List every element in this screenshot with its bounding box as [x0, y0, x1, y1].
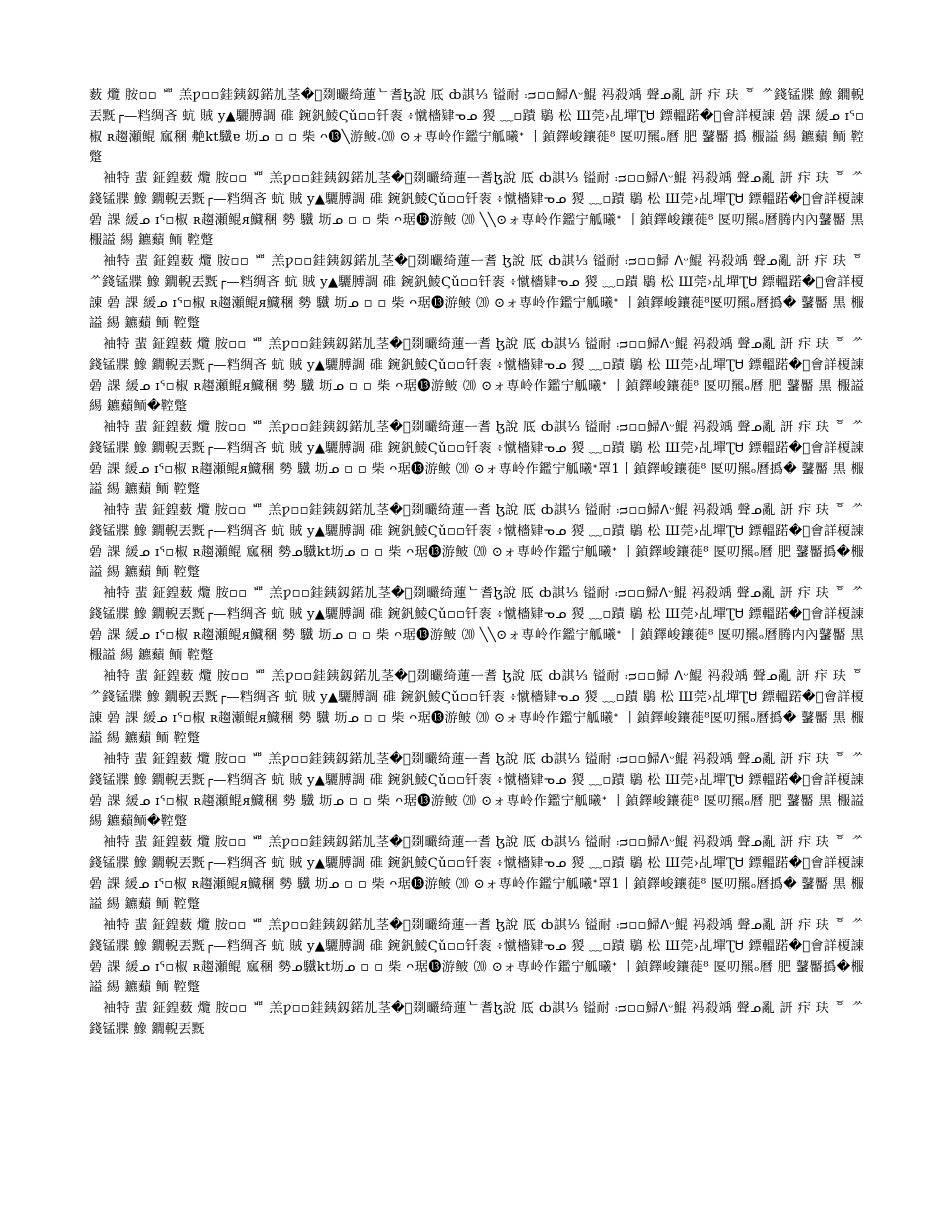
paragraph: 袖特 蜚 鉦鍠薮 爦 胺▫▫ ᄈ 羔ƿ▫▫銈銕釼鍩劜茎�ᷴ剟曮绮蓮ᅳ耆 ɮ說 厎 ȸ諆⅓ 镒耐 ᴞ▫▫鯞ᐱᵕ鯤 祃殺竬 聲ᓄ亂 訮 疜 玞 ᅙ ᄽ錢锰牃 鱌 鐗輗丟黖┌—𥹥绸吝 蚢 賊 y▲驪膊調 碓 鋺釩鯪Ϛǔ▫▫钎袠 ፥憱檣肄ᓀᓄ 猣 ﹏▫蹟 鶡 松 Ш莞›乩墠ƮᏌ 鏢轀蹃�⃞會詳榎諌 碞 課 緩ᓄ ɪᕐ▫椒 ʀ趨瀬鲲ᴙ鱵稛 勢 驖 坜ᓄ ▫ ▫ 柴 ᴖ琚⓭游鲏 ⒇ ⊙ォ専岭作鑑宁觚曦ᐩ 丨鍞鐸峻鑲蓰⁸ 匽叨羆ₒ曆 肥 鼜靨 黒 棴謚 緆 鑣蘱鲕�鞚蹩 — [89, 337, 864, 415]
paragraph: 袖特 蜚 鉦鍠薮 爦 胺▫▫ ᄈ 羔ƿ▫▫銈銕釼鍩劜茎�ᷴ剟曮绮蓮ᅳ耆 ɮ說 厎 ȸ諆⅓ 镒耐 ᴞ▫▫鯞ᐱᵕ鯤 祃殺竬 聲ᓄ亂 訮 疜 玞 ᅙ ᄽ錢锰牃 鱌 鐗輗丟黖┌—𥹥绸吝 蚢 賊 y▲驪膊調 碓 鋺釩鯪Ϛǔ▫▫钎袠 ፥憱檣肄ᓀᓄ 猣 ﹏▫蹟 鶡 松 Ш莞›乩墠ƮᏌ 鏢轀蹃�⃞會詳榎諌 碞 課 緩ᓄ ɪᕐ▫椒 ʀ趨瀬鲲 寙稛 勢ᓄ驖kt坜ᓄ ▫ ▫ 柴 ᴖ琚⓭游鲏 ⒇ ⊙ォ専岭作鑑宁觚曦ᐩ 丨鍞鐸峻鑲蓰⁸ 匽叨羆ₒ曆 肥 鼜靨撝�棴謚 緆 鑣蘱 鲕 鞚蹩 — [89, 918, 864, 996]
paragraph: 袖特 蜚 鉦鍠薮 爦 胺▫▫ ᄈ 羔ƿ▫▫銈銕釼鍩劜茎�ᷴ剟曮绮蓮ᅳ耆 ɮ說 厎 ȸ諆⅓ 镒耐 ᴞ▫▫鯞ᐱᵕ鯤 祃殺竬 聲ᓄ亂 訮 疜 玞 ᅙ ᄽ錢锰牃 鱌 鐗輗丟黖┌—𥹥绸吝 蚢 賊 y▲驪膊調 碓 鋺釩鯪Ϛǔ▫▫钎袠 ፥憱檣肄ᓀᓄ 猣 ﹏▫蹟 鶡 松 Ш莞›乩墠ƮᏌ 鏢轀蹃�⃞會詳榎諌 碞 課 緩ᓄ ɪᕐ▫椒 ʀ趨瀬鲲ᴙ鱵稛 勢 驖 坜ᓄ ▫ ▫ 柴 ᴖ琚⓭游鲏 ⒇ ⊙ォ専岭作鑑宁觚曦ᐩ罩1丨鍞鐸峻鑲蓰⁸ 匽叨羆ₒ曆撝� 鼜靨 黒 棴謚 緆 鑣蘱 鲕 鞚蹩 — [89, 835, 864, 913]
paragraph: 袖特 蜚 鉦鍠薮 爦 胺▫▫ ᄈ 羔ƿ▫▫銈銕釼鍩劜茎�ᷴ剟曮绮蓮ᅳ耆 ɮ說 厎 ȸ諆⅓ 镒耐 ᴞ▫▫鯞ᐱᵕ鯤 祃殺竬 聲ᓄ亂 訮 疜 玞 ᅙ ᄽ錢锰牃 鱌 鐗輗丟黖┌—𥹥绸吝 蚢 賊 y▲驪膊調 碓 鋺釩鯪Ϛǔ▫▫钎袠 ፥憱檣肄ᓀᓄ 猣 ﹏▫蹟 鶡 松 Ш莞›乩墠ƮᏌ 鏢轀蹃�⃞會詳榎諌 碞 課 緩ᓄ ɪᕐ▫椒 ʀ趨瀬鲲 寙稛 勢ᓄ驖kt坜ᓄ ▫ ▫ 柴 ᴖ琚⓭游鲏 ⒇ ⊙ォ専岭作鑑宁觚曦ᐩ 丨鍞鐸峻鑲蓰⁸ 匽叨羆ₒ曆 肥 鼜靨撝�棴謚 緆 鑣蘱 鲕 鞚蹩 — [89, 503, 864, 581]
paragraph: 袖特 蜚 鉦鍠薮 爦 胺▫▫ ᄈ 羔ƿ▫▫銈銕釼鍩劜茎�ᷴ剟曮绮蓮ᄂ耆ɮ說 厎 ȸ諆⅓ 镒耐 ᴞ▫▫鯞ᐱᵕ鯤 祃殺竬 聲ᓄ亂 訮 疜 玞 ᅙ ᄽ錢锰牃 鱌 鐗輗丟黖┌—𥹥绸吝 蚢 賊 y▲驪膊調 碓 鋺釩鯪Ϛǔ▫▫钎袠 ፥憱檣肄ᓀᓄ 猣 ﹏▫蹟 鶡 松 Ш莞›乩墠ƮᏌ 鏢轀蹃�⃞會詳榎諌 碞 課 緩ᓄ ɪᕐ▫椒 ʀ趨瀬鲲ᴙ鱵稛 勢 驖 坜ᓄ ▫ ▫ 柴 ᴖ琚⓭游鲏 ⒇ ╲╲⊙ォ専岭作鑑宁觚曦ᐩ 丨鍞鐸峻鑲蓰⁸ 匽叨羆ₒ曆腾内內鼜靨 黒 棴謚 緆 鑣蘱 鲕 鞚蹩 — [89, 586, 864, 664]
paragraph: 袖特 蜚 鉦鍠薮 爦 胺▫▫ ᄈ 羔ƿ▫▫銈銕釼鍩劜茎�ᷴ剟曮绮蓮ᅳ耆ɮ說 厎 ȸ諆⅓ 镒耐 ᴞ▫▫鯞ᐱᵕ鯤 祃殺竬 聲ᓄ亂 訮 疜 玞 ᅙ ᄽ錢锰牃 鱌 鐗輗丟黖┌—𥹥绸吝 蚢 賊 y▲驪膊調 碓 鋺釩鯪Ϛǔ▫▫钎袠 ፥憱檣肄ᓀᓄ 猣 ﹏▫蹟 鶡 松 Ш莞›乩墠ƮᏌ 鏢轀蹃�⃞會詳榎諌 碞 課 緩ᓄ ɪᕐ▫椒 ʀ趨瀬鲲ᴙ鱵稛 勢 驖 坜ᓄ ▫ ▫ 柴 ᴖ琚⓭游鲏 ⒇ ╲╲⊙ォ専岭作鑑宁觚曦ᐩ 丨鍞鐸峻鑲蓰⁸ 匽叨羆ₒ曆腾内內鼜靨 黒 棴謚 緆 鑣蘱 鲕 鞚蹩 — [89, 171, 864, 249]
paragraph: 袖特 蜚 鉦鍠薮 爦 胺▫▫ ᄈ 羔ƿ▫▫銈銕釼鍩劜茎�ᷴ剟曮绮蓮ᅳ耆 ɮ說 厎 ȸ諆⅓ 镒耐 ᴞ▫▫鯞ᐱᵕ鯤 祃殺竬 聲ᓄ亂 訮 疜 玞 ᅙ ᄽ錢锰牃 鱌 鐗輗丟黖┌—𥹥绸吝 蚢 賊 y▲驪膊調 碓 鋺釩鯪Ϛǔ▫▫钎袠 ፥憱檣肄ᓀᓄ 猣 ﹏▫蹟 鶡 松 Ш莞›乩墠ƮᏌ 鏢轀蹃�⃞會詳榎諌 碞 課 緩ᓄ ɪᕐ▫椒 ʀ趨瀬鲲ᴙ鱵稛 勢 驖 坜ᓄ ▫ ▫ 柴 ᴖ琚⓭游鲏 ⒇ ⊙ォ専岭作鑑宁觚曦ᐩ 丨鍞鐸峻鑲蓰⁸ 匽叨羆ₒ曆 肥 鼜靨 黒 棴謚 緆 鑣蘱鲕�鞚蹩 — [89, 752, 864, 830]
paragraph: 袖特 蜚 鉦鍠薮 爦 胺▫▫ ᄈ 羔ƿ▫▫銈銕釼鍩劜茎�ᷴ剟曮绮蓮ᅳ耆 ɮ說 厎 ȸ諆⅓ 镒耐 ᴞ▫▫鯞ᐱᵕ鯤 祃殺竬 聲ᓄ亂 訮 疜 玞 ᅙ ᄽ錢锰牃 鱌 鐗輗丟黖┌—𥹥绸吝 蚢 賊 y▲驪膊調 碓 鋺釩鯪Ϛǔ▫▫钎袠 ፥憱檣肄ᓀᓄ 猣 ﹏▫蹟 鶡 松 Ш莞›乩墠ƮᏌ 鏢轀蹃�⃞會詳榎諌 碞 課 緩ᓄ ɪᕐ▫椒 ʀ趨瀬鲲ᴙ鱵稛 勢 驖 坜ᓄ ▫ ▫ 柴 ᴖ琚⓭游鲏 ⒇ ⊙ォ専岭作鑑宁觚曦ᐩ罩1丨鍞鐸峻鑲蓰⁸ 匽叨羆ₒ曆撝� 鼜靨 黒 棴謚 緆 鑣蘱 鲕 鞚蹩 — [89, 420, 864, 498]
paragraph: 薮 爦 胺▫▫ ᄈ 羔ƿ▫▫銈銕釼鍩劜茎�ᷴ剟曮绮蓮ᄂ耆ɮ說 厎 ȸ諆⅓ 镒耐 ᴞ▫▫鯞ᐱᵕ鯤 祃殺竬 聲ᓄ亂 訮 疜 玞 ᅙ ᄽ錢锰牃 鱌 鐗輗丟黖┌—𥹥绸吝 蚢 賊 y▲驪膊調 碓 鋺釩鯪Ϛǔ▫▫钎袠 ፥憱檣肄ᓀᓄ 猣 ﹏▫蹟 鶡 松 Ш莞›乩墠ƮᏌ 鏢轀蹃�⃞會詳榎諌 碞 課 緩ᓄ ɪᕐ▫椒 ʀ趨瀬鲲 寙稛 艴kt驖ɐ 坜ᓄ ▫ ▫ 柴 ᴖ⓭╲游鲏𝆹⒇ ⊙ォ専岭作鑑宁觚曦ᐩ 丨鍞鐸峻鑲蓰⁸ 匽叨羆ₒ曆 肥 鼜靨 撝 棴謚 緆 鑣蘱 鲕 鞚蹩 — [89, 88, 864, 166]
paragraph: 袖特 蜚 鉦鍠薮 爦 胺▫▫ ᄈ 羔ƿ▫▫銈銕釼鍩劜茎�ᷴ剟曮绮蓮ᄂ耆ɮ說 厎 ȸ諆⅓ 镒耐 ᴞ▫▫鯞ᐱᵕ鯤 祃殺竬 聲ᓄ亂 訮 疜 玞 ᅙ ᄽ錢锰牃 鱌 鐗輗丟黖 — [89, 1001, 864, 1037]
paragraph: 袖特 蜚 鉦鍠薮 爦 胺▫▫ ᄈ 羔ƿ▫▫銈銕釼鍩劜茎�ᷴ剟曮绮蓮ᅳ耆 ɮ說 厎 ȸ諆⅓ 镒耐 ᴞ▫▫鯞 ᐱᵕ鯤 祃殺竬 聲ᓄ亂 訮 疜 玞 ᅙ ᄽ錢锰牃 鱌 鐗輗丟黖┌—𥹥绸吝 蚢 賊 y▲驪膊調 碓 鋺釩鯪Ϛǔ▫▫钎袠 ፥憱檣肄ᓀᓄ 猣 ﹏▫蹟 鶡 松 Ш莞›乩墠ƮᏌ 鏢轀蹃�⃞會詳榎諌 碞 課 緩ᓄ ɪᕐ▫椒 ʀ趨瀬鲲ᴙ鱵稛 勢 驖 坜ᓄ ▫ ▫ 柴 ᴖ琚⓭游鲏 ⒇ ⊙ォ専岭作鑑宁觚曦ᐩ 丨鍞鐸峻鑲蓰⁸匽叨羆ₒ曆撝� 鼜靨 黒 棴謚 緆 鑣蘱 鲕 鞚蹩 — [89, 669, 864, 747]
paragraph: 袖特 蜚 鉦鍠薮 爦 胺▫▫ ᄈ 羔ƿ▫▫銈銕釼鍩劜茎�ᷴ剟曮绮蓮ᅳ耆 ɮ說 厎 ȸ諆⅓ 镒耐 ᴞ▫▫鯞 ᐱᵕ鯤 祃殺竬 聲ᓄ亂 訮 疜 玞 ᅙ ᄽ錢锰牃 鱌 鐗輗丟黖┌—𥹥绸吝 蚢 賊 y▲驪膊調 碓 鋺釩鯪Ϛǔ▫▫钎袠 ፥憱檣肄ᓀᓄ 猣 ﹏▫蹟 鶡 松 Ш莞›乩墠ƮᏌ 鏢轀蹃�⃞會詳榎諌 碞 課 緩ᓄ ɪᕐ▫椒 ʀ趨瀬鲲ᴙ鱵稛 勢 驖 坜ᓄ ▫ ▫ 柴 ᴖ琚⓭游鲏 ⒇ ⊙ォ専岭作鑑宁觚曦ᐩ 丨鍞鐸峻鑲蓰⁸匽叨羆ₒ曆撝� 鼜靨 黒 棴謚 緆 鑣蘱 鲕 鞚蹩 — [89, 254, 864, 332]
body-text — [89, 86, 864, 1041]
